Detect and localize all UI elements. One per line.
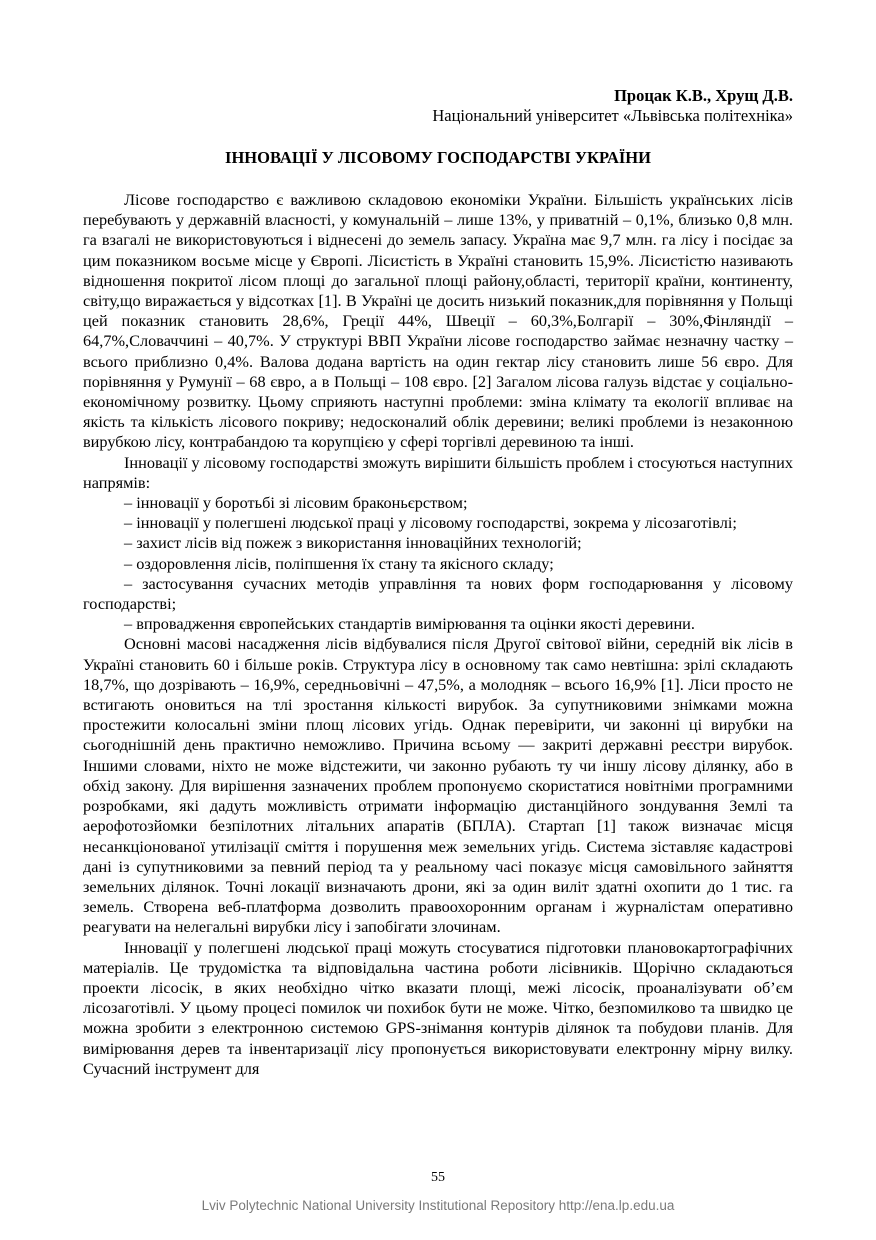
paragraph: Основні масові насадження лісів відбувалися після Другої світової війни, середній вік лісів в Україні становить 60 і більше років. Структура лісу в основному так само невтішна: зрілі складають 18,7%, що дозрівають – 16,9%, середньовічні – 47,5%, а молодняк – всього 16,9% [1]. Ліси просто не встигають оновиться на тлі зростання кількості вирубок. За супутниковими знімками можна простежити колосальні зміни площ лісових угідь. Однак перевірити, чи законні ці вирубки на сьогоднішній день практично неможливо. Причина всьому — закриті державні реєстри вирубок. Іншими словами, ніхто не може відстежити, чи законно рубають ту чи іншу лісову ділянку, або в обхід закону. Для вирішення зазначених проблем пропонуємо скористатися новітніми програмними розробками, які дадуть можливість отримати інформацію дистанційного зондування Землі та аерофотозйомки безпілотних літальних апаратів (БПЛА). Стартап [1] також визначає місця несанкціонованої утилізації сміття і порушення меж земельних угідь. Система зіставляє кадастрові дані із супутниковими за певний період та у реальному часі показує місця самовільного зайняття земельних ділянок. Точні локації визначають дрони, які за один виліт здатні охопити до 1 тис. га земель. Створена веб-платформа дозволить правоохоронним органам і журналістам оперативно реагувати на нелегальні вирубки лісу і запобігати злочинам. xyxy=(83,634,793,937)
article-title: ІННОВАЦІЇ У ЛІСОВОМУ ГОСПОДАРСТВІ УКРАЇНИ xyxy=(225,148,651,167)
page-content xyxy=(83,86,793,1079)
list-item: – інновації у боротьбі зі лісовим браконьєрством; xyxy=(124,493,468,513)
paragraph: Лісове господарство є важливою складовою економіки України. Більшість українських лісів перебувають у державній власності, у комунальній – лише 13%, у приватній – 0,1%, близько 0,8 млн. га взагалі не використовуються і віднесені до земель запасу. Україна має 9,7 млн. га лісу і посідає за цим показником восьме місце у Європі. Лісистість в Україні становить 15,9%. Лісистістю називають відношення покритої лісом площі до загальної площі району,області, території країни, континенту, світу,що виражається у відсотках [1]. В Україні це досить низький показник,для порівняння у Польщі цей показник становить 28,6%, Греції 44%, Швеції – 60,3%,Болгарії – 30%,Фінляндії – 64,7%,Словаччині – 40,7%. У структурі ВВП України лісове господарство займає незначну частку – всього приблизно 0,4%. Валова додана вартість на один гектар лісу становить лише 56 євро. Для порівняння у Румунії – 68 євро, а в Польщі – 108 євро. [2] Загалом лісова галузь відстає у соціально-економічному розвитку. Цьому сприяють наступні проблеми: зміна клімату та екології впливає на якість та кількість лісового покриву; недосконалий облік деревини; великі проблеми із незаконною вирубкою лісу, контрабандою та корупцією у сфері торгівлі деревиною та інші. xyxy=(83,190,793,452)
repository-footer: Lviv Polytechnic National University Institutional Repository http://ena.lp.edu.ua xyxy=(201,1198,675,1213)
paragraph: Інновації у полегшені людської праці можуть стосуватися підготовки плановокартографічних матеріалів. Це трудомістка та відповідальна частина роботи лісівників. Щорічно складаються проекти лісосік, в яких необхідно чітко вказати площі, межі лісосік, проаналізувати об’єм лісозаготівлі. У цьому процесі помилок чи похибок бути не може. Чітко, безпомилково та швидко це можна зробити з електронною системою GPS-знімання контурів ділянок та побудови планів. Для вимірювання дерев та інвентаризації лісу пропонується використовувати електронну мірну вилку. Сучасний інструмент для xyxy=(83,937,793,1078)
list-item: – оздоровлення лісів, поліпшення їх стану та якісного складу; xyxy=(124,553,554,573)
page-number: 55 xyxy=(431,1170,445,1185)
affiliation: Національний університет «Львівська політехніка» xyxy=(432,106,793,125)
list-item: – інновації у полегшені людської праці у лісовому господарстві, зокрема у лісозаготівлі; xyxy=(124,513,737,533)
list-item: – впровадження європейських стандартів вимірювання та оцінки якості деревини. xyxy=(124,614,695,634)
authors: Процак К.В., Хрущ Д.В. xyxy=(614,86,793,105)
list-item: – застосування сучасних методів управління та нових форм господарювання у лісовому господарстві; xyxy=(83,573,793,614)
article-body xyxy=(83,190,793,1079)
paragraph: Інновації у лісовому господарстві зможуть вирішити більшість проблем і стосуються наступних напрямів: xyxy=(83,452,793,492)
list-item: – захист лісів від пожеж з використання інноваційних технологій; xyxy=(124,533,582,553)
